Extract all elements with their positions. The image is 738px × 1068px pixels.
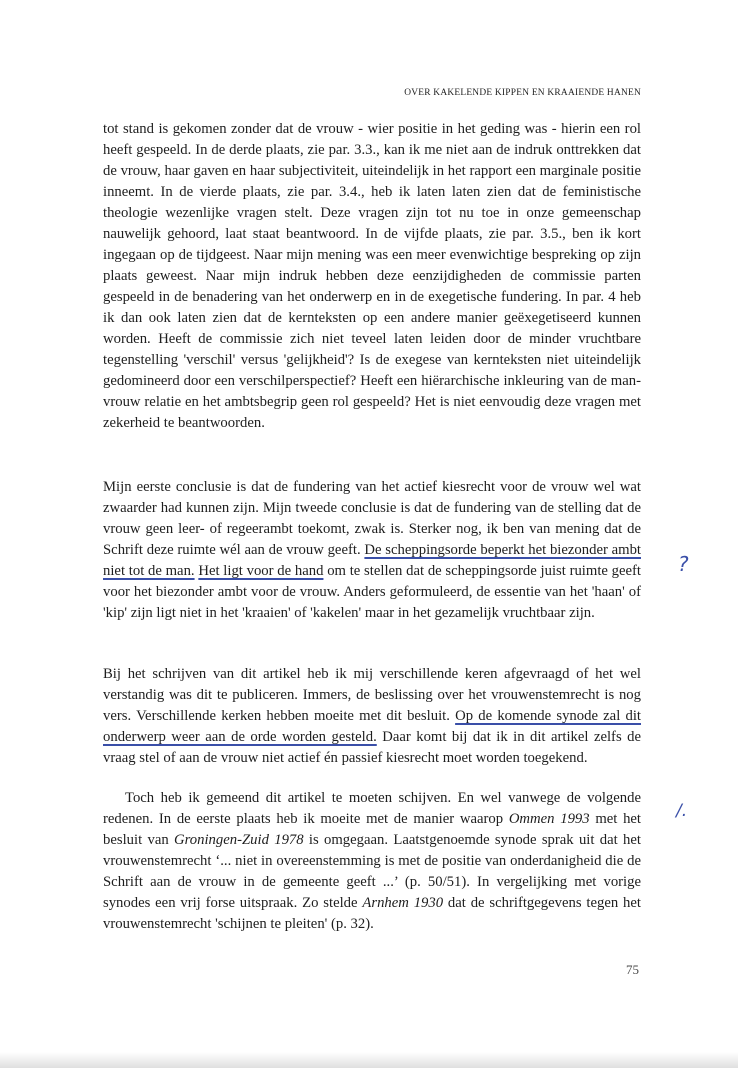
paragraph-4-text-a: Toch heb ik gemeend dit artikel te moeten schijven. En wel vanwege de volgende redenen. In de eerste plaats heb ik moeite met de manier waarop — [103, 790, 641, 827]
synod-arnhem-1930: Arnhem 1930 — [362, 895, 444, 911]
synod-ommen-1993: Ommen 1993 — [508, 811, 590, 827]
paragraph-2 — [103, 477, 641, 624]
paragraph-3-text-start: Bij het schrijven van dit artikel heb ik mij verschillende keren afgevraagd of het wel verstandig was dit te publiceren. Immers, de beslissing over het vrouwenstemrecht is nog vers. Verschillende kerken hebben moeite met dit besluit. — [103, 666, 641, 724]
paragraph-1 — [103, 119, 641, 434]
paragraph-4-text-c: is omgegaan. Laatstgenoemde synode sprak uit dat het vrouwenstemrecht ‘... niet in overeenstemming is met de positie van onderdanigheid die de Schrift aan de vrouw in de gemeente geeft ...’ (p. 50/51). In vergelijking met vorige synodes een vrij forse uitspraak. Zo stelde — [103, 832, 641, 911]
paragraph-2-text-end: om te stellen dat de scheppingsorde juist ruimte geeft voor het biezonder ambt voor de vrouw. Anders geformuleerd, de essentie van het 'haan' of 'kip' zijn ligt niet in het 'kraaien' of 'kakelen' maar in het gezamelijk vruchtbaar zijn. — [103, 563, 642, 621]
paragraph-4-text-b: met het besluit van — [103, 811, 642, 848]
margin-question-mark: ? — [678, 552, 689, 576]
paragraph-4-text-d: dat de schriftgegevens tegen het vrouwenstemrecht 'schijnen te pleiten' (p. 32). — [103, 895, 641, 932]
underlined-phrase-voor-de-hand: Het ligt voor de hand — [198, 563, 324, 579]
underlined-phrase-komende-synode: Op de komende synode zal dit onderwerp weer aan de orde worden gesteld. — [103, 708, 641, 745]
paragraph-2-text-start: Mijn eerste conclusie is dat de fundering van het actief kiesrecht voor de vrouw wel wat zwaarder had kunnen zijn. Mijn tweede conclusie is dat de fundering van de stelling dat de vrouw geen leer- of regeerambt toekomt, zwak is. Sterker nog, ik ben van mening dat de Schrift deze ruimte wél aan de vrouw geeft. — [103, 479, 641, 558]
paragraph-1-text: tot stand is gekomen zonder dat de vrouw - wier positie in het geding was - hierin een rol heeft gespeeld. In de derde plaats, zie par. 3.3., kan ik me niet aan de indruk onttrekken dat de vrouw, haar gaven en haar subjectiviteit, uiteindelijk in het rapport een marginale positie inneemt. In de vierde plaats, zie par. 3.4., heb ik laten laten zien dat de feministische theologie wezenlijke vragen stelt. Deze vragen zijn tot nu toe in onze gemeenschap nauwelijk gehoord, laat staat beantwoord. In de vijfde plaats, zie par. 3.5., ben ik kort ingegaan op de tijdgeest. Naar mijn mening was een meer evenwichtige bespreking op zijn plaats geweest. Naar mijn indruk hebben deze eenzijdigheden de commissie parten gespeeld in de benadering van het onderwerp en in de exegetische fundering. In par. 4 heb ik dan ook laten zien dat de kernteksten op een andere manier geëxegetiseerd kunnen worden. Heeft de commissie zich niet teveel laten leiden door de minder vruchtbare tegenstelling 'verschil' versus 'gelijkheid'? Is de exegese van kernteksten niet uiteindelijk gedomineerd door een verschilperspectief? Heeft een hiërarchische inkleuring van de man-vrouw relatie en het ambtsbegrip geen rol gespeeld? Het is niet eenvoudig deze vragen met zekerheid te beantwoorden. — [103, 121, 641, 431]
underlined-phrase-scheppingsorde: De scheppingsorde beperkt het biezonder ambt niet tot de man. — [103, 542, 641, 579]
paragraph-3 — [103, 664, 641, 769]
synod-groningen-zuid-1978: Groningen-Zuid 1978 — [174, 832, 304, 848]
page-number: 75 — [626, 962, 639, 977]
running-header: OVER KAKELENDE KIPPEN EN KRAAIENDE HANEN — [404, 88, 641, 98]
margin-slash-mark: /. — [676, 801, 688, 821]
scan-edge-shadow — [0, 1052, 738, 1068]
paragraph-4 — [103, 788, 641, 935]
paragraph-3-text-end: Daar komt bij dat ik in dit artikel zelfs de vraag stel of aan de vrouw niet actief én passief kiesrecht moet worden toegekend. — [103, 729, 641, 766]
